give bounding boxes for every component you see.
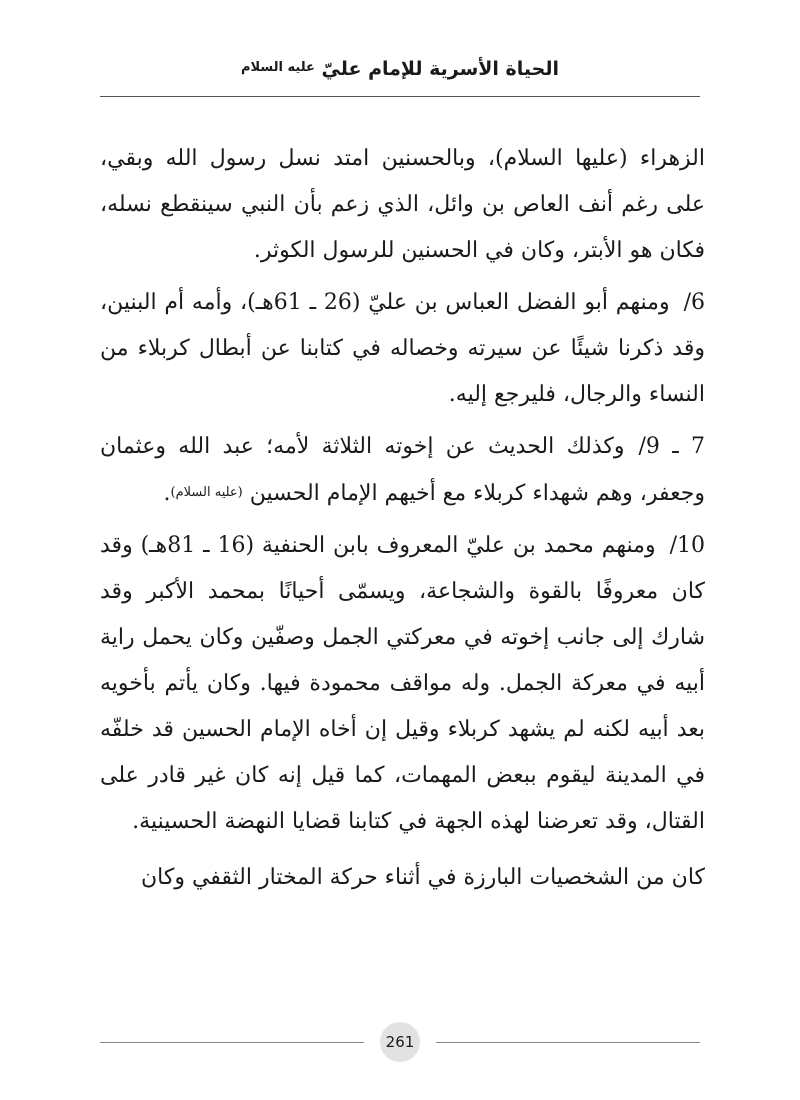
list-item-7-9: 7 ـ 9/وكذلك الحديث عن إخوته الثلاثة لأمه؛ عبد الله وعثمان وجعفر، وهم شهداء كربلاء مع أخيهم الإمام الحسين (عليه السلام). [100, 434, 705, 506]
paragraph-text: كان من الشخصيات البارزة في أثناء حركة المختار الثقفي وكان [141, 865, 705, 890]
paragraph-text: الزهراء (عليها السلام)، وبالحسنين امتد نسل رسول الله وبقي، على رغم أنف العاص بن وائل، الذي زعم بأن النبي سينقطع نسله، فكان هو الأبتر، وكان في الحسنين للرسول الكوثر. [100, 146, 705, 263]
paragraph-final [100, 855, 705, 901]
honorific-mark: عليه السلام [241, 60, 315, 75]
paragraph-continuation [100, 136, 705, 274]
item-text: ومنهم محمد بن عليّ المعروف بابن الحنفية (16 ـ 81هـ) وقد كان معروفًا بالقوة والشجاعة، ويسمّى أحيانًا بمحمد الأكبر وقد شارك إلى جانب إخوته في معركتي الجمل وصفّين وكان يحمل راية أبيه في معركة الجمل. وله مواقف محمودة فيها. وكان يأتم بأخويه بعد أبيه لكنه لم يشهد كربلاء وقيل إن أخاه الإمام الحسين قد خلفّه في المدينة ليقوم ببعض المهمات، كما قيل إنه كان غير قادر على القتال، وقد تعرضنا لهذه الجهة في كتابنا قضايا النهضة الحسينية. [100, 533, 705, 834]
footer-rule-right [436, 1042, 700, 1043]
list-item-10 [100, 523, 705, 845]
page-number: 261 [385, 1033, 415, 1051]
footer-rule-left [100, 1042, 364, 1043]
item-number: 10/ [669, 533, 706, 558]
page-number-badge [380, 1022, 420, 1062]
list-item-6 [100, 280, 705, 418]
header-title-text: الحياة الأسرية للإمام عليّ [321, 58, 559, 80]
item-text: ومنهم أبو الفضل العباس بن عليّ (26 ـ 61هـ)، وأمه أم البنين، وقد ذكرنا شيئًا عن سيرته وخصاله في كتابنا عن أبطال كربلاء من النساء والرجال، فليرجع إليه. [100, 290, 705, 407]
item-number: 6/ [683, 290, 705, 315]
page-body [100, 136, 705, 901]
honorific-mark: (عليه السلام) [170, 485, 243, 500]
page-footer [100, 1022, 700, 1062]
header-divider [100, 96, 700, 97]
page-header-title [0, 58, 800, 80]
item-number: 7 ـ 9/ [638, 434, 705, 459]
item-text: وكذلك الحديث عن إخوته الثلاثة لأمه؛ عبد الله وعثمان وجعفر، وهم شهداء كربلاء مع أخيهم الإمام الحسين [100, 434, 705, 506]
